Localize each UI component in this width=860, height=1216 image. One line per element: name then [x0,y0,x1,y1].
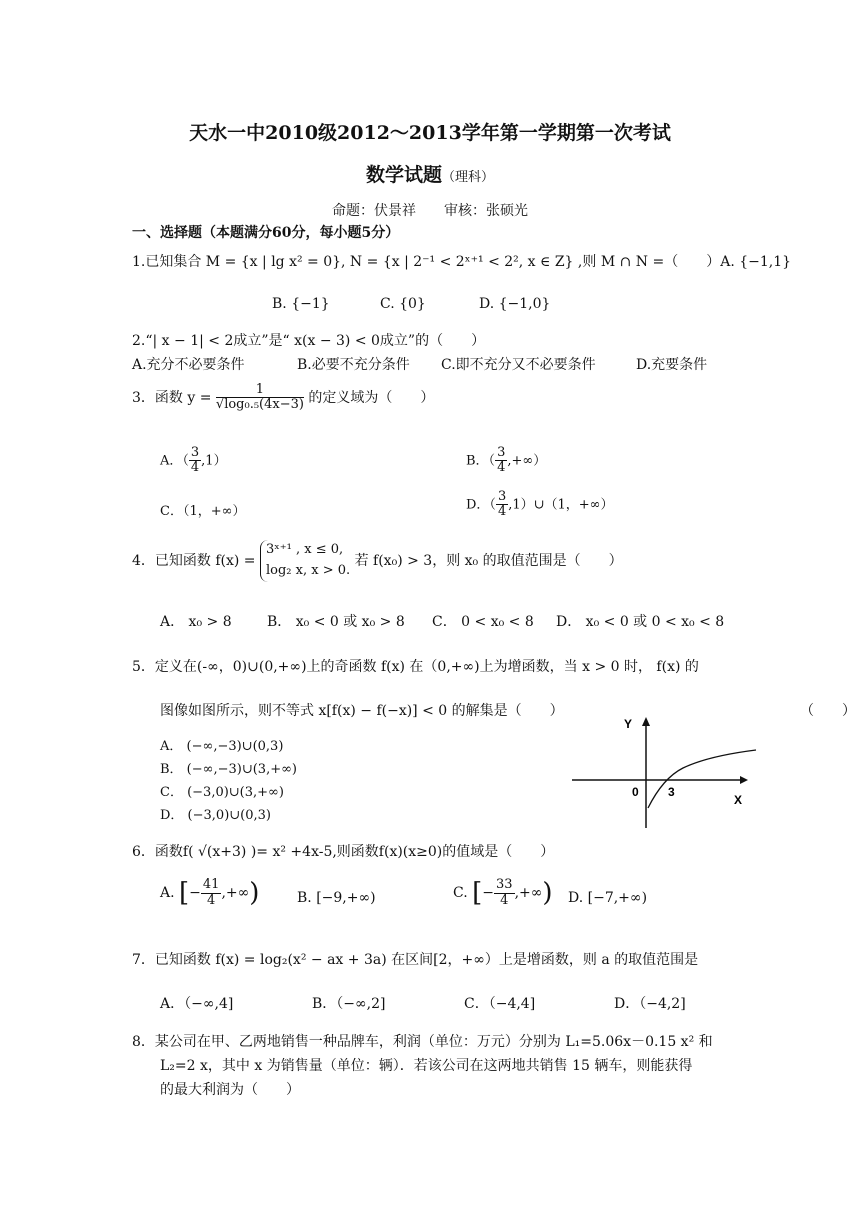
q4-prefix: 4．已知函数 f(x) = [132,552,256,569]
q7-stem: 7．已知函数 f(x) = log₂(x² − ax + 3a) 在区间[2，+∞）上是增函数，则 a 的取值范围是 [132,952,699,968]
q2-option-b: B.必要不充分条件 [297,357,410,373]
q7-option-b: B．（−∞,2] [312,996,386,1012]
q4-option-a: A． x₀ > 8 [160,614,232,630]
q3-numerator: 1 [216,383,304,398]
q4-piecewise: 3ˣ⁺¹ , x ≤ 0, log₂ x, x > 0. [260,540,350,582]
q4-option-b: B． x₀ < 0 或 x₀ > 8 [267,614,405,630]
author-line: 命题：伏景祥 审核：张硕光 [332,203,528,219]
x-axis-arrow [740,776,748,784]
q4-option-c: C． 0 < x₀ < 8 [432,614,534,630]
q5-option-a: A． (−∞,−3)∪(0,3) [160,739,284,754]
q3-option-a: A．（ $\frac{3}{4}$ ,1） [160,445,227,476]
y-axis-label: Y [624,717,633,731]
q3-stem [132,383,434,413]
q3-option-d: D．（ $\frac{3}{4}$ ,1）∪（1，+∞） [466,489,614,520]
exam-subtitle [0,160,860,187]
x-axis-label: X [734,793,743,807]
q7-option-c: C．（−4,4] [464,996,536,1012]
q3-option-b: B．（ $\frac{3}{4}$ ,+∞） [466,445,547,476]
q2-option-c: C.即不充分又不必要条件 [441,357,596,373]
subject-tag: （理科） [442,170,495,185]
q5-stem: 5．定义在(-∞，0)∪(0,+∞)上的奇函数 f(x) 在（0,+∞)上为增函数，当 x > 0 时， f(x) 的 [132,659,699,675]
q3-prefix: 3．函数 y = [132,389,212,406]
q1-stem: 1.已知集合 M = {x | lg x² = 0}, N = {x | 2⁻¹ < 2ˣ⁺¹ < 2², x ∈ Z} ,则 M ∩ N =（ ）A. {−1,1} [132,254,792,270]
origin-label: 0 [632,785,639,799]
q7-option-d: D．（−4,2] [614,996,686,1012]
q6-stem: 6．函数f( √(x+3) )= x² +4x-5,则函数f(x)(x≥0)的值域是（ ） [132,844,555,860]
q2-option-a: A.充分不必要条件 [132,357,245,373]
q5-answer-bracket: （ ） [800,703,856,719]
q3-denominator: √log₀.₅(4x−3) [215,397,304,413]
tick-label-3: 3 [668,785,675,799]
q8-line-1: 8．某公司在甲、乙两地销售一种品牌车，利润（单位：万元）分别为 L₁=5.06x－0.15 x² 和 [132,1034,713,1050]
q3-suffix: 的定义域为（ ） [308,389,435,406]
q8-line-3: 的最大利润为（ ） [160,1082,300,1098]
q2-stem: 2.“| x − 1| < 2成立”是“ x(x − 3) < 0成立”的（ ） [132,333,486,349]
q3-option-c: C．（1，+∞） [160,504,246,519]
q1-option-b: B. {−1} [272,296,330,312]
q4-option-d: D． x₀ < 0 或 0 < x₀ < 8 [556,614,725,630]
q7-option-a: A．（−∞,4] [160,996,234,1012]
q8-line-2: L₂=2 x，其中 x 为销售量（单位：辆）．若该公司在这两地共销售 15 辆车，则能获得 [160,1058,693,1074]
q6-option-b: B. [−9,+∞) [297,890,376,906]
q6-option-d: D. [−7,+∞) [568,890,648,906]
q5-stem-2: 图像如图所示，则不等式 x[f(x) − f(−x)] < 0 的解集是（ ） [160,703,564,719]
q5-option-c: C． (−3,0)∪(3,+∞) [160,785,284,800]
subject-title: 数学试题 [365,164,442,186]
q3-fraction [216,383,304,413]
q2-option-d: D.充要条件 [636,357,708,373]
q6-option-c: C. [− $\frac{33}{4}$ ,+∞) [453,877,553,908]
q5-function-graph [568,712,758,832]
q4-stem [132,540,623,582]
q5-option-d: D． (−3,0)∪(0,3) [160,808,271,823]
exam-title: 天水一中2010级2012～2013学年第一学期第一次考试 [189,122,671,144]
y-axis-arrow [642,717,650,726]
q1-option-d: D. {−1,0} [479,296,551,312]
q6-option-a: A. [− $\frac{41}{4}$ ,+∞) [160,877,260,908]
q4-suffix: 若 f(x₀) > 3，则 x₀ 的取值范围是（ ） [354,552,623,569]
section-heading: 一、选择题（本题满分60分，每小题5分） [132,225,400,241]
q5-option-b: B． (−∞,−3)∪(3,+∞) [160,762,298,777]
q1-option-c: C. {0} [380,296,426,312]
